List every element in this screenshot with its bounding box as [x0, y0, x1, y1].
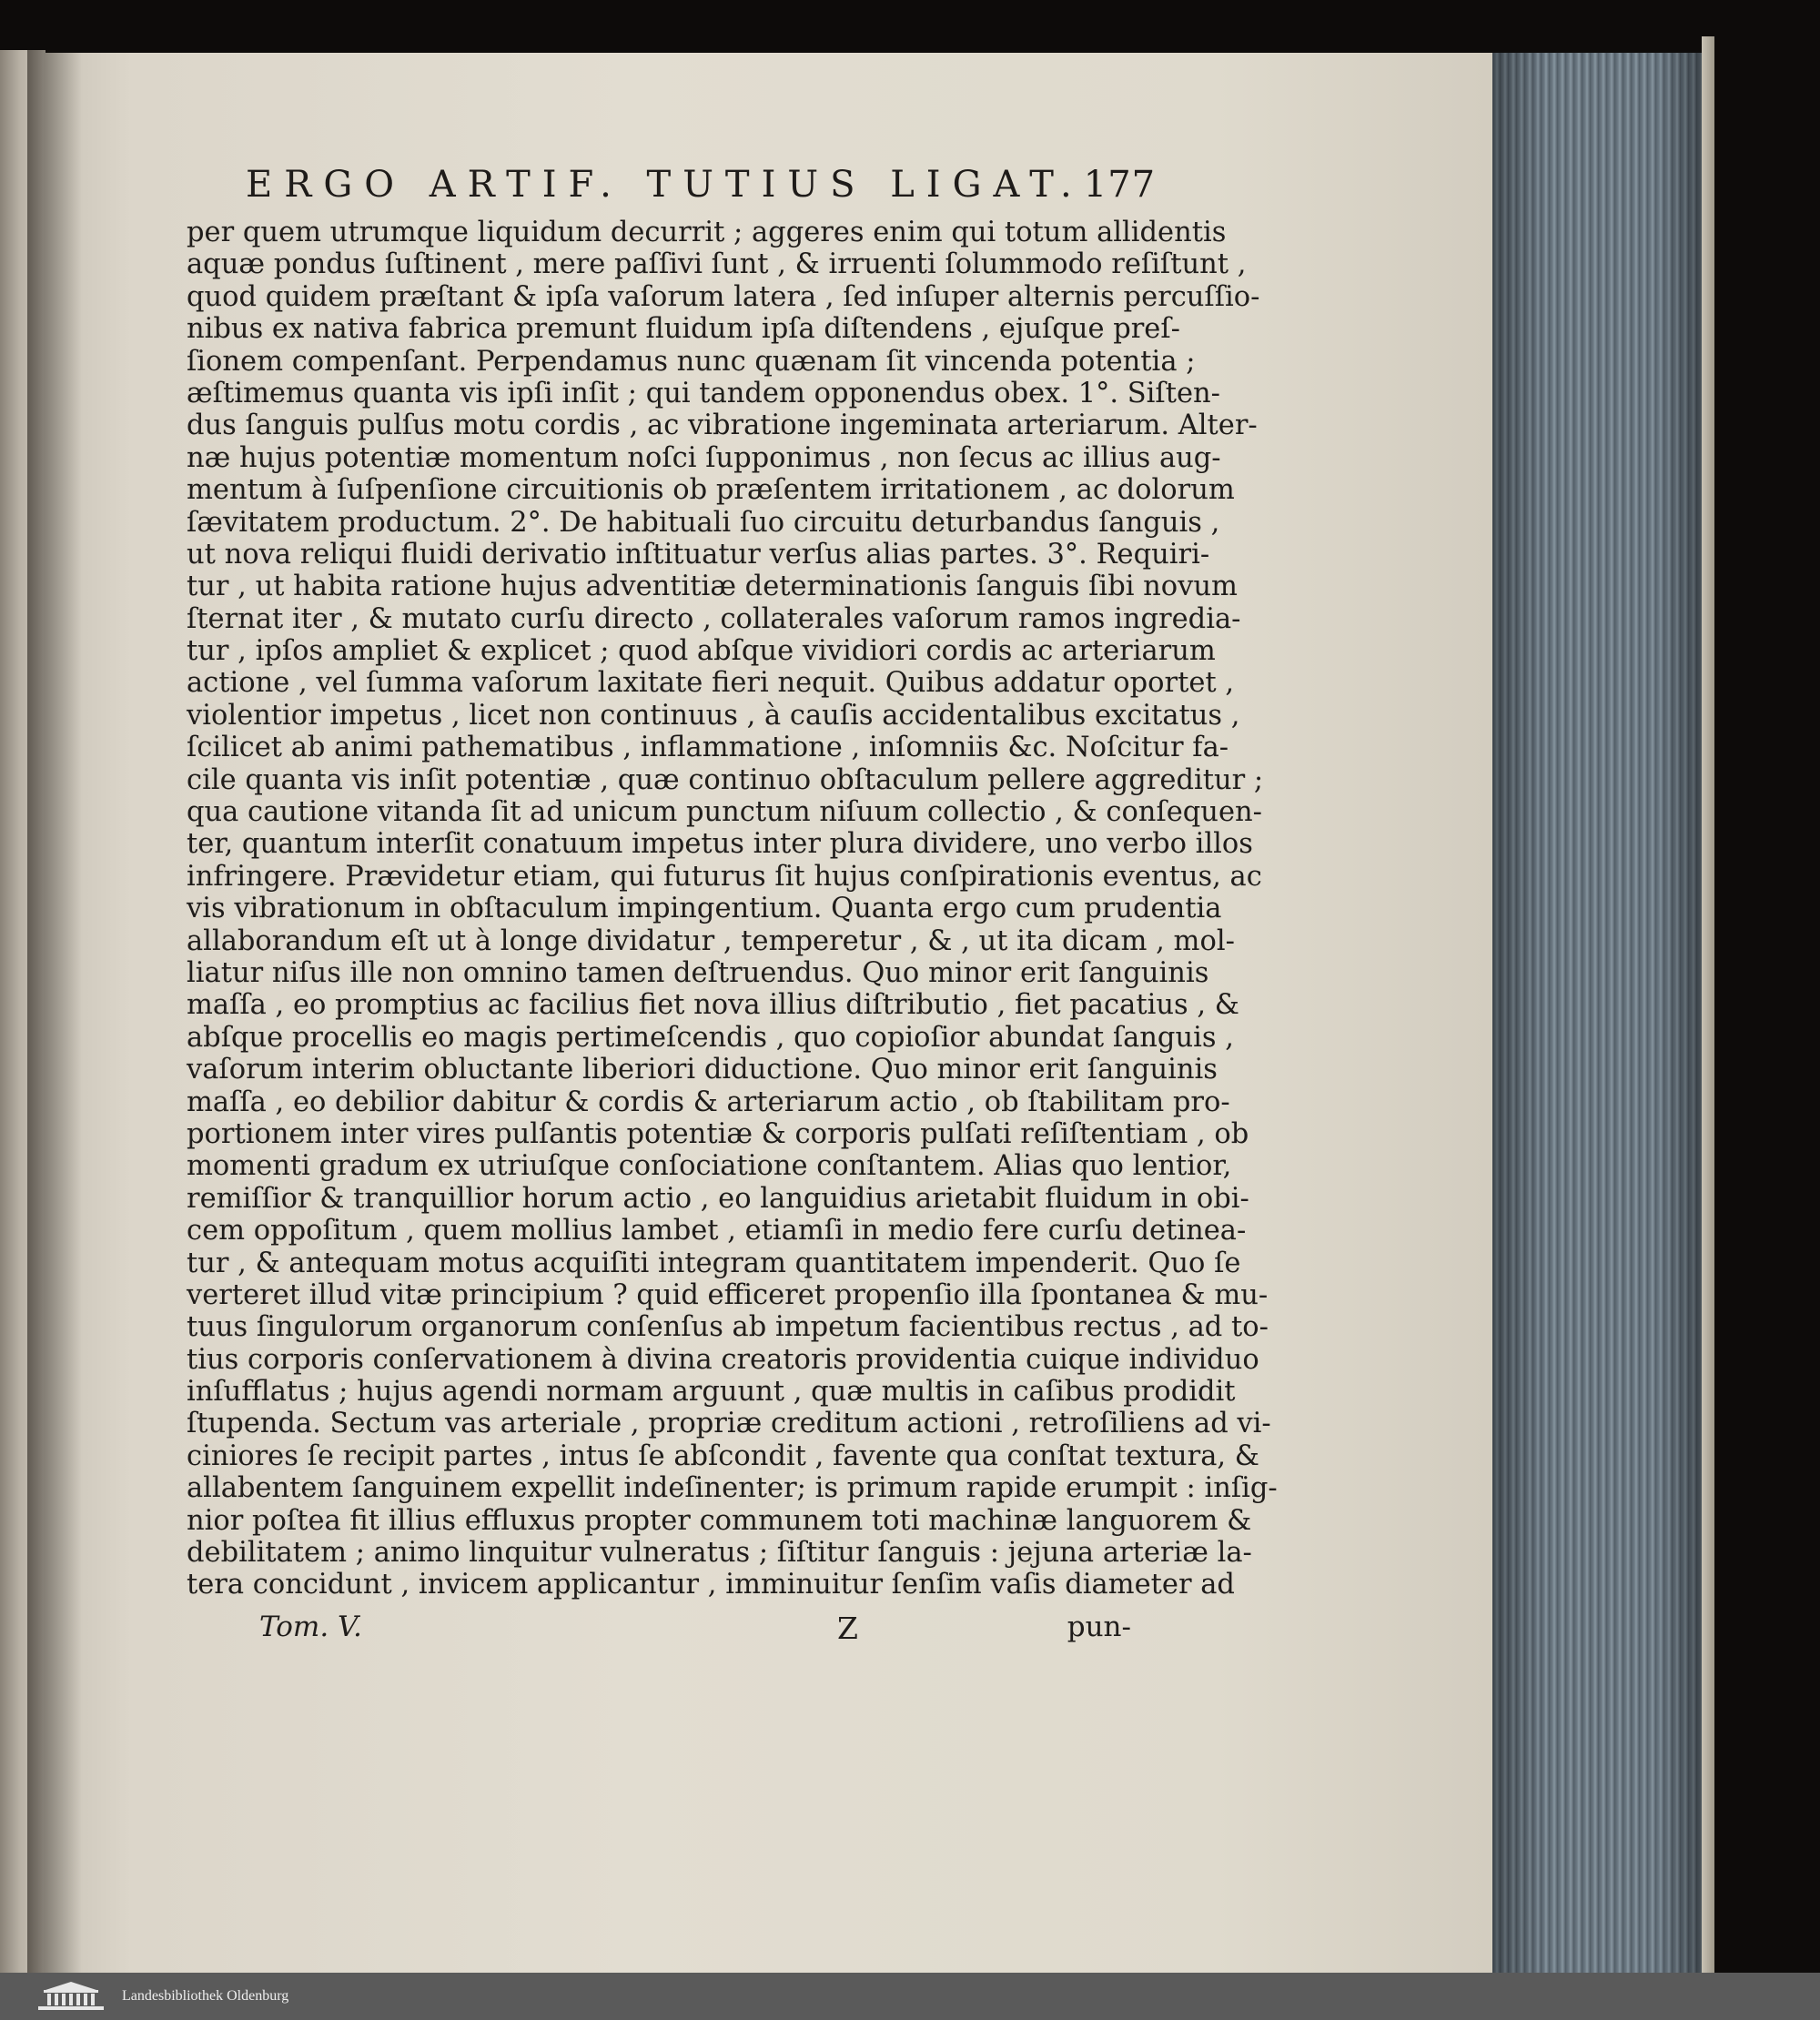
text-line: cile quanta vis inſit potentiæ , quæ continuo obſtaculum pellere aggreditur ; [187, 763, 1264, 796]
text-line: vis vibrationum in obſtaculum impingentium. Quanta ergo cum prudentia [187, 893, 1222, 925]
text-line: æſtimemus quanta vis ipſi inſit ; qui tandem opponendus obex. 1°. Siſten- [187, 377, 1220, 409]
running-head [246, 164, 1157, 218]
text-line: inſufflatus ; hujus agendi normam arguunt , quæ multis in caſibus prodidit [187, 1376, 1236, 1409]
running-title: ERGO ARTIF. TUTIUS LIGAT. [246, 164, 1084, 206]
text-line: actione , vel ſumma vaſorum laxitate fieri nequit. Quibus addatur oportet , [187, 667, 1235, 700]
body-text [187, 217, 1278, 1601]
text-line: maſſa , eo promptius ac facilius fiet nova illius diſtributio , fiet pacatius , & [187, 989, 1239, 1022]
text-line: dus ſanguis pulſus motu cordis , ac vibratione ingeminata arteriarum. Alter- [187, 409, 1258, 442]
text-line: tur , ut habita ratione hujus adventitiæ determinationis ſanguis ſibi novum [187, 571, 1238, 603]
signature-mark: Tom. V. [259, 1611, 362, 1643]
text-line: tera concidunt , invicem applicantur , imminuitur ſenſim vaſis diameter ad [187, 1569, 1235, 1601]
text-line: ter, quantum interſit conatuum impetus inter plura dividere, uno verbo illos [187, 828, 1253, 861]
gutter-shadow [27, 50, 82, 1997]
text-line: ſævitatem productum. 2°. De habituali ſuo circuitu deturbandus ſanguis , [187, 506, 1220, 539]
library-name: Landesbibliothek Oldenburg [122, 1988, 289, 2004]
text-line: ſternat iter , & mutato curſu directo , collaterales vaſorum ramos ingredia- [187, 602, 1241, 635]
library-building-icon [36, 1979, 106, 2014]
text-line: quod quidem præſtant & ipſa vaſorum latera , ſed inſuper alternis percuſſio- [187, 280, 1260, 313]
text-line: næ hujus potentiæ momentum noſci ſupponimus , non ſecus ac illius aug- [187, 441, 1221, 474]
text-line: tur , & antequam motus acquiſiti integram quantitatem impenderit. Quo ſe [187, 1247, 1241, 1279]
text-line: mentum à ſuſpenſione circuitionis ob præſentem irritationem , ac dolorum [187, 474, 1235, 507]
text-line: cem oppoſitum , quem mollius lambet , etiamſi in medio fere curſu detinea- [187, 1215, 1247, 1247]
text-line: aquæ pondus ſuſtinent , mere paſſivi ſunt , & irruenti ſolummodo reſiſtunt , [187, 248, 1247, 281]
text-line: verteret illud vitæ principium ? quid efficeret propenſio illa ſpontanea & mu- [187, 1278, 1269, 1311]
text-line: allabentem ſanguinem expellit indeſinenter; is primum rapide erumpit : inſig- [187, 1472, 1278, 1505]
text-line: nibus ex nativa fabrica premunt fluidum ipſa diſtendens , ejuſque preſ- [187, 313, 1180, 346]
text-line: allaborandum eſt ut à longe dividatur , temperetur , & , ut ita dicam , mol- [187, 924, 1235, 957]
text-line: liatur niſus ille non omnino tamen deſtruendus. Quo minor erit ſanguinis [187, 956, 1209, 989]
text-line: tur , ipſos ampliet & explicet ; quod abſque vividiori cordis ac arteriarum [187, 635, 1216, 668]
text-line: ciniores ſe recipit partes , intus ſe abſcondit , favente qua conſtat textura, & [187, 1439, 1259, 1472]
text-line: vaſorum interim obluctante liberiori diductione. Quo minor erit ſanguinis [187, 1054, 1218, 1086]
text-line: ſcilicet ab animi pathematibus , inflammatione , inſomniis &c. Noſcitur fa- [187, 732, 1229, 764]
text-line: qua cautione vitanda ſit ad unicum punctum niſuum collectio , & conſequen- [187, 796, 1262, 829]
catchword: pun- [1067, 1611, 1131, 1643]
text-line: tius corporis conſervationem à divina creatoris providentia cuique individuo [187, 1343, 1259, 1376]
text-line: momenti gradum ex utriuſque conſociatione conſtantem. Alias quo lentior, [187, 1150, 1232, 1183]
text-line: maſſa , eo debilior dabitur & cordis & arteriarum actio , ob ſtabilitam pro- [187, 1086, 1230, 1118]
text-line: abſque procellis eo magis pertimeſcendis , quo copioſior abundat ſanguis , [187, 1021, 1234, 1054]
text-line: tuus ſingulorum organorum conſenſus ab impetum facientibus rectus , ad to- [187, 1311, 1269, 1344]
text-line: infringere. Prævidetur etiam, qui futurus ſit hujus conſpirationis eventus, ac [187, 860, 1262, 893]
cover-board-edge [1702, 36, 1714, 2002]
text-line: ſtupenda. Sectum vas arteriale , propriæ creditum actioni , retroſiliens ad vi- [187, 1408, 1271, 1440]
text-line: ſionem compenſant. Perpendamus nunc quænam ſit vincenda potentia ; [187, 345, 1196, 378]
page-block-shade [1492, 53, 1711, 1995]
text-line: remiſſior & tranquillior horum actio , eo languidius arietabit fluidum in obi- [187, 1182, 1249, 1215]
text-line: violentior impetus , licet non continuus , à cauſis accidentalibus excitatus , [187, 699, 1240, 732]
library-footer-bar [0, 1973, 1820, 2020]
text-line: portionem inter vires pulſantis potentiæ & corporis pulſati reſiſtentiam , ob [187, 1117, 1249, 1150]
page-footer [187, 1611, 1131, 1647]
text-line: nior poſtea fit illius effluxus propter communem toti machinæ languorem & [187, 1504, 1252, 1537]
page-number: 177 [1083, 164, 1157, 206]
text-line: debilitatem ; animo linquitur vulneratus ; ſiſtitur ſanguis : jejuna arteriæ la- [187, 1537, 1252, 1570]
text-line: per quem utrumque liquidum decurrit ; aggeres enim qui totum allidentis [187, 217, 1227, 248]
gathering-letter: Z [837, 1611, 858, 1646]
text-line: ut nova reliqui fluidi derivatio inſtituatur verſus alias partes. 3°. Requiri- [187, 538, 1210, 571]
